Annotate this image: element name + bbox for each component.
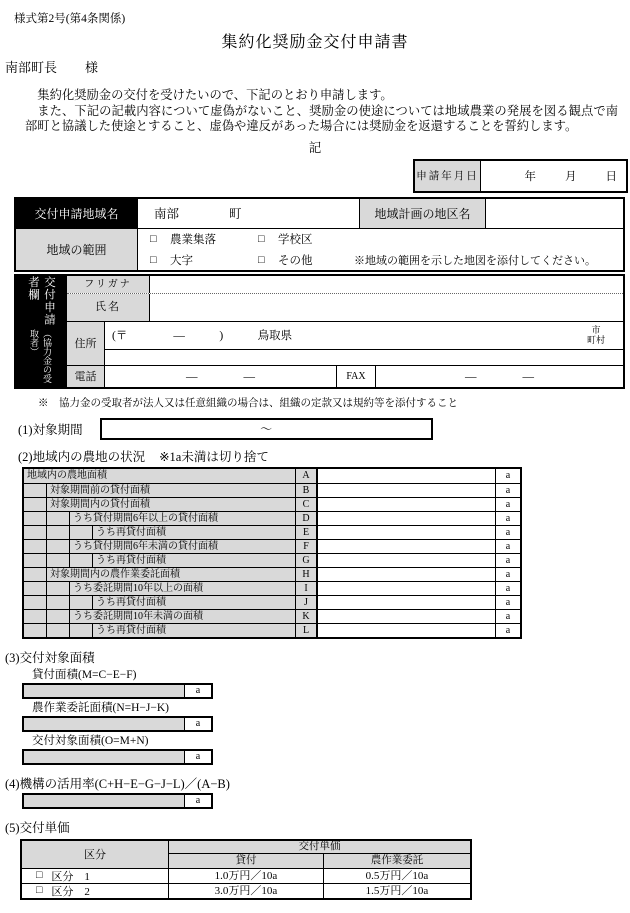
land-row-label: 対象期間内の農作業委託面積 (50, 568, 180, 580)
checkbox-icon[interactable]: □ (258, 232, 265, 245)
utilization-rate-field[interactable] (24, 795, 184, 807)
address-postal-prefix: (〒 — ) 鳥取県 (112, 330, 293, 342)
fax-label: FAX (336, 366, 376, 387)
land-table-row (24, 497, 520, 511)
utilization-rate-box (22, 793, 213, 809)
land-table-row (24, 483, 520, 497)
unit-price-title: (5)交付単価 (5, 820, 70, 835)
page-title: 集約化奨励金交付申請書 (221, 34, 409, 51)
addressee: 南部町長 (5, 60, 58, 75)
land-row-unit: a (495, 610, 520, 623)
application-date-label: 申請年月日 (415, 161, 481, 191)
day-label: 日 (605, 170, 617, 183)
indent-spacer (70, 526, 93, 539)
land-row-label: うち再貸付面積 (96, 596, 166, 608)
land-row-code: D (295, 512, 316, 525)
land-row-unit: a (495, 568, 520, 581)
applicant-section-subtitle: （協力金の受取者） (29, 329, 52, 384)
land-row-unit: a (495, 554, 520, 567)
indent-spacer (70, 624, 93, 637)
land-row-unit: a (495, 498, 520, 511)
land-row-code: C (295, 498, 316, 511)
utilization-rate-title: (4)機構の活用率(C+H−E−G−J−L)／(A−B) (5, 776, 230, 791)
checkbox-icon[interactable]: □ (36, 870, 43, 881)
scope-option-label: 農業集落 (170, 233, 216, 246)
scope-option-label: 学校区 (278, 233, 313, 246)
addressee-line (5, 57, 630, 76)
land-row-unit: a (495, 624, 520, 637)
indent-spacer (47, 624, 70, 637)
unit-label: a (184, 751, 211, 763)
division-cell (22, 884, 169, 898)
indent-spacer (24, 582, 47, 595)
body-paragraph-2: また、下記の記載内容について虚偽がないこと、奨励金の使途については地域農業の発展を図る観点で南部町と協議した使途とすること、虚偽や違反があった場合には奨励金を返還することを誓約します。 (25, 103, 618, 133)
land-row-value-field[interactable] (316, 498, 495, 511)
grant-area-item-box (22, 749, 213, 765)
name-row (67, 294, 623, 322)
application-date-field[interactable] (481, 161, 626, 191)
lease-area-field[interactable] (24, 685, 184, 697)
applicant-table (14, 274, 625, 389)
address-field-line1[interactable] (105, 322, 623, 350)
applicant-section-header (16, 276, 67, 387)
indent-spacer (24, 512, 47, 525)
land-table-row (24, 595, 520, 609)
land-row-value-field[interactable] (316, 484, 495, 497)
indent-spacer (24, 610, 47, 623)
land-row-unit: a (495, 512, 520, 525)
scope-options (138, 229, 623, 270)
indent-spacer (47, 582, 70, 595)
grant-area-item-box (22, 716, 213, 732)
land-table-row (24, 469, 520, 483)
indent-spacer (24, 568, 47, 581)
land-row-value-field[interactable] (316, 469, 495, 483)
indent-spacer (24, 624, 47, 637)
form-number: 様式第2号(第4条関係) (14, 13, 126, 25)
land-status-note: ※1a未満は切り捨て (159, 449, 269, 464)
indent-spacer (47, 526, 70, 539)
land-row-code: L (295, 624, 316, 637)
commission-price-cell: 0.5万円／10a (365, 869, 429, 882)
indent-spacer (24, 498, 47, 511)
indent-spacer (47, 512, 70, 525)
land-table-row (24, 623, 520, 637)
commission-price-cell: 1.5万円／10a (365, 884, 429, 897)
land-row-value-field[interactable] (316, 610, 495, 623)
record-mark: 記 (308, 140, 322, 155)
land-row-value-field[interactable] (316, 554, 495, 567)
land-row-label: うち再貸付面積 (96, 624, 166, 636)
land-row-label: うち委託期間10年未満の面積 (73, 610, 203, 622)
land-table-row (24, 609, 520, 623)
scope-option-label: 大字 (170, 254, 193, 267)
land-row-unit: a (495, 596, 520, 609)
land-row-label: 対象期間前の貸付面積 (50, 484, 150, 496)
land-table-row (24, 553, 520, 567)
indent-spacer (47, 596, 70, 609)
unit-label: a (184, 718, 211, 730)
addressee-honorific: 様 (85, 60, 99, 75)
land-row-unit: a (495, 469, 520, 483)
target-period-label: (1)対象期間 (18, 422, 83, 437)
land-table-row (24, 525, 520, 539)
land-row-unit: a (495, 526, 520, 539)
grant-area-title: (3)交付対象面積 (5, 650, 95, 665)
land-row-value-field[interactable] (316, 540, 495, 553)
land-row-unit: a (495, 582, 520, 595)
land-row-value-field[interactable] (316, 526, 495, 539)
indent-spacer (47, 554, 70, 567)
land-row-code: B (295, 484, 316, 497)
commission-area-field[interactable] (24, 718, 184, 730)
unit-price-row (22, 868, 470, 883)
division-label: 区分 1 (51, 870, 90, 883)
lease-price-cell: 3.0万円／10a (169, 884, 324, 898)
declaration-text (25, 88, 618, 135)
land-row-label: 地域内の農地面積 (27, 469, 107, 481)
land-row-label: うち再貸付面積 (96, 526, 166, 538)
indent-spacer (47, 540, 70, 553)
lease-header: 貸付 (169, 854, 324, 868)
land-row-code: K (295, 610, 316, 623)
phone-field[interactable]: — — (186, 371, 255, 383)
address-row (67, 322, 623, 366)
scope-option-label: その他 (278, 254, 313, 267)
indent-spacer (24, 484, 47, 497)
land-row-label: うち貸付期間6年以上の貸付面積 (73, 512, 218, 524)
month-label: 月 (565, 170, 577, 183)
land-status-table (22, 467, 522, 639)
indent-spacer (24, 526, 47, 539)
unit-price-row (22, 883, 470, 898)
application-date-table (413, 159, 628, 193)
price-subheader-row (169, 854, 470, 868)
scope-line-1 (150, 231, 623, 247)
land-row-unit: a (495, 484, 520, 497)
indent-spacer (24, 596, 47, 609)
applicant-fields (67, 276, 623, 387)
phone-row (67, 366, 623, 387)
district-name-header: 地域計画の地区名 (360, 199, 486, 228)
total-grant-area-field[interactable] (24, 751, 184, 763)
applicant-section-title: 交付申請者欄 (27, 275, 55, 326)
grant-area-item-label: 交付対象面積(O=M+N) (32, 734, 149, 747)
lease-price-cell: 1.0万円／10a (169, 869, 324, 883)
furigana-label: フリガナ (67, 276, 150, 293)
scope-header: 地域の範囲 (16, 229, 138, 270)
body-paragraph-1: 集約化奨励金の交付を受けたいので、下記のとおり申請します。 (37, 88, 393, 102)
land-row-value-field[interactable] (316, 624, 495, 637)
furigana-field[interactable] (150, 276, 623, 293)
indent-spacer (70, 596, 93, 609)
indent-spacer (47, 610, 70, 623)
division-cell (22, 869, 169, 883)
checkbox-icon[interactable]: □ (36, 885, 43, 896)
map-attachment-note: ※地域の範囲を示した地図を添付してください。 (354, 254, 596, 267)
region-name-row (16, 199, 623, 229)
land-row-value-field[interactable] (316, 582, 495, 595)
unit-price-table (20, 839, 472, 900)
unit-label: a (184, 795, 211, 807)
indent-spacer (70, 554, 93, 567)
grant-area-item-label: 農作業委託面積(N=H−J−K) (32, 701, 170, 714)
address-suffix-bottom: 町村 (586, 335, 605, 345)
fax-field[interactable]: — — (465, 371, 534, 383)
land-row-label: 対象期間内の貸付面積 (50, 498, 150, 510)
division-label: 区分 2 (51, 885, 90, 898)
target-period-section (18, 418, 630, 440)
land-table-row (24, 511, 520, 525)
land-table-row (24, 539, 520, 553)
price-header-group (169, 841, 470, 868)
land-row-value-field[interactable] (316, 512, 495, 525)
scope-line-2 (150, 252, 623, 268)
unit-price-header (22, 841, 470, 868)
phone-label: 電話 (67, 366, 105, 387)
address-content (105, 322, 623, 365)
region-name-field[interactable]: 南部 町 (138, 199, 360, 228)
land-row-value-field[interactable] (316, 568, 495, 581)
address-city-suffix (587, 325, 605, 346)
name-label: 氏名 (67, 294, 150, 321)
land-row-code: A (295, 469, 316, 483)
target-period-field[interactable]: ～ (100, 418, 433, 440)
division-header: 区分 (22, 841, 169, 868)
land-status-heading (18, 447, 630, 465)
checkbox-icon[interactable]: □ (258, 253, 265, 266)
grant-area-item-box (22, 683, 213, 699)
land-table-row (24, 581, 520, 595)
land-row-code: J (295, 596, 316, 609)
region-name-header: 交付申請地域名 (16, 199, 138, 228)
district-name-field[interactable] (486, 199, 623, 228)
land-row-code: I (295, 582, 316, 595)
land-row-code: E (295, 526, 316, 539)
land-row-code: F (295, 540, 316, 553)
land-row-label: うち委託期間10年以上の面積 (73, 582, 203, 594)
indent-spacer (24, 554, 47, 567)
land-row-label: うち貸付期間6年未満の貸付面積 (73, 540, 218, 552)
land-row-value-field[interactable] (316, 596, 495, 609)
address-label: 住所 (67, 322, 105, 365)
address-suffix-top: 市 (591, 324, 601, 335)
region-scope-row (16, 229, 623, 270)
price-header: 交付単価 (169, 841, 470, 854)
land-status-title: (2)地域内の農地の状況 (18, 449, 146, 464)
grant-area-item-label: 貸付面積(M=C−E−F) (32, 668, 137, 681)
applicant-attachment-note: ※ 協力金の受取者が法人又は任意組織の場合は、組織の定款又は規約等を添付すること (38, 397, 458, 409)
year-label: 年 (524, 170, 536, 183)
address-field-line2[interactable] (105, 350, 623, 365)
land-row-label: うち再貸付面積 (96, 554, 166, 566)
checkbox-icon[interactable]: □ (150, 253, 157, 266)
land-row-code: G (295, 554, 316, 567)
indent-spacer (24, 540, 47, 553)
land-row-unit: a (495, 540, 520, 553)
furigana-row (67, 276, 623, 294)
land-table-row (24, 567, 520, 581)
region-table (14, 197, 625, 272)
checkbox-icon[interactable]: □ (150, 232, 157, 245)
commission-header: 農作業委託 (370, 854, 424, 866)
land-row-code: H (295, 568, 316, 581)
unit-label: a (184, 685, 211, 697)
name-field[interactable] (150, 294, 623, 321)
